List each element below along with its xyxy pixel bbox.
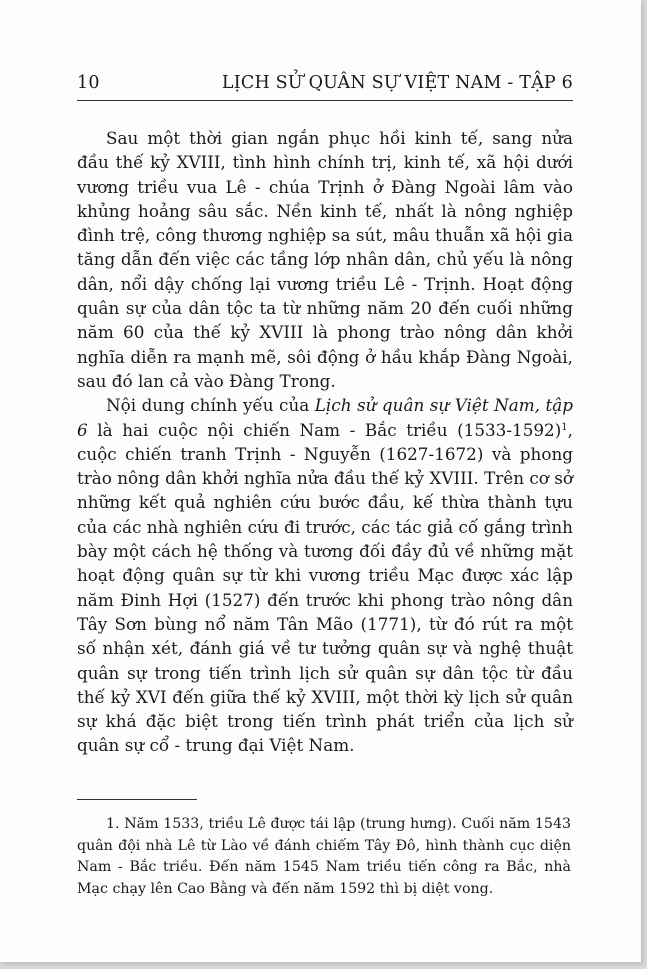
paragraph-2-lead: Nội dung chính yếu của: [106, 395, 315, 416]
footnote-text: 1. Năm 1533, triều Lê được tái lập (trung hưng). Cuối năm 1543 quân đội nhà Lê từ Lào về đánh chiếm Tây Đô, hình thành cục diện Nam - Bắc triều. Đến năm 1545 Nam triều tiến công ra Bắc, nhà Mạc chạy lên Cao Bằng và đến năm 1592 thì bị diệt vong.: [77, 816, 571, 897]
footnote-rule: [77, 799, 197, 800]
running-header: [77, 73, 573, 93]
paragraph-2-before-note: là hai cuộc nội chiến Nam - Bắc triều (1533-1592): [87, 419, 562, 440]
paragraph-1: Sau một thời gian ngắn phục hồi kinh tế, sang nửa đầu thế kỷ XVIII, tình hình chính trị, kinh tế, xã hội dưới vương triều vua Lê - chúa Trịnh ở Đàng Ngoài lâm vào khủng hoảng sâu sắc. Nền kinh tế, nhất là nông nghiệp đình trệ, công thương nghiệp sa sút, mâu thuẫn xã hội gia tăng dẫn đến việc các tầng lớp nhân dân, chủ yếu là nông dân, nổi dậy chống lại vương triều Lê - Trịnh. Hoạt động quân sự của dân tộc ta từ những năm 20 đến cuối những năm 60 của thế kỷ XVIII là phong trào nông dân khởi nghĩa diễn ra mạnh mẽ, sôi động ở hầu khắp Đàng Ngoài, sau đó lan cả vào Đàng Trong.: [77, 128, 573, 391]
book-title-italic: Lịch sử quân sự Việt Nam, tập 6: [77, 395, 573, 440]
page-number: 10: [77, 73, 100, 93]
footnote: [77, 814, 571, 900]
paragraph-2: [77, 393, 573, 757]
main-text: [77, 126, 573, 758]
footnote-marker[interactable]: 1: [561, 421, 568, 433]
header-rule: [77, 100, 573, 101]
paragraph-2-rest: , cuộc chiến tranh Trịnh - Nguyễn (1627-1672) và phong trào nông dân khởi nghĩa nửa đầu thế kỷ XVIII. Trên cơ sở những kết quả nghiên cứu bước đầu, kế thừa thành tựu của các nhà nghiên cứu đi trước, các tác giả cố gắng trình bày một cách hệ thống và tương đối đầy đủ về những mặt hoạt động quân sự từ khi vương triều Mạc được xác lập năm Đinh Hợi (1527) đến trước khi phong trào nông dân Tây Sơn bùng nổ năm Tân Mão (1771), từ đó rút ra một số nhận xét, đánh giá về tư tưởng quân sự và nghệ thuật quân sự trong tiến trình lịch sử quân sự dân tộc từ đầu thế kỷ XVI đến giữa thế kỷ XVIII, một thời kỳ lịch sử quân sự khá đặc biệt trong tiến trình phát triển của lịch sử quân sự cổ - trung đại Việt Nam.: [77, 419, 573, 756]
running-title: LỊCH SỬ QUÂN SỰ VIỆT NAM - TẬP 6: [221, 73, 573, 93]
